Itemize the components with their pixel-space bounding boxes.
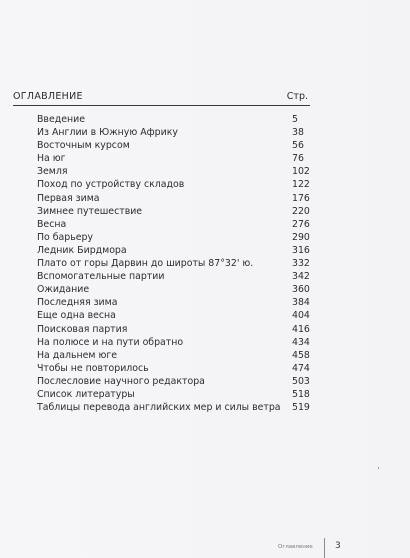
- toc-entry: [37, 349, 317, 362]
- toc-entry-title: Послесловие научного редактора: [37, 375, 205, 387]
- running-footer-label: Оглавление: [278, 544, 313, 550]
- toc-entry-page: 76: [292, 153, 304, 165]
- toc-entry: [37, 126, 317, 139]
- toc-entry-page: 56: [292, 140, 304, 152]
- toc-entry-title: Ожидание: [37, 284, 90, 296]
- toc-entry-page: 384: [292, 297, 310, 309]
- toc-entry-page: 5: [292, 114, 298, 125]
- toc-entry: [37, 270, 317, 283]
- toc-entry-title: Первая зима: [37, 192, 100, 204]
- toc-entry: [37, 388, 317, 401]
- toc-entry-title: Восточным курсом: [37, 140, 130, 152]
- toc-entry-title: Земля: [37, 166, 68, 178]
- footer-divider: [324, 538, 325, 558]
- toc-entry-title: Введение: [37, 114, 85, 125]
- toc-entry-title: Таблицы перевода английских мер и силы ветра: [37, 402, 281, 414]
- toc-header: [13, 91, 310, 106]
- toc-entry: [37, 139, 317, 152]
- toc-entry-title: По барьеру: [37, 231, 94, 243]
- toc-entry-page: 316: [292, 244, 310, 256]
- toc-entry-page: 518: [292, 388, 310, 400]
- toc-entry: [37, 113, 317, 126]
- toc-list: [37, 113, 317, 414]
- toc-entry-page: 102: [292, 166, 310, 178]
- toc-entry: [37, 296, 317, 309]
- toc-entry: [37, 244, 317, 257]
- toc-entry-title: Весна: [37, 218, 67, 230]
- toc-entry-page: 519: [292, 402, 310, 414]
- toc-entry-title: Последняя зима: [37, 297, 118, 309]
- toc-entry-title: На юг: [37, 153, 66, 165]
- toc-entry: [37, 336, 317, 349]
- toc-entry: [37, 283, 317, 296]
- toc-entry-page: 360: [292, 284, 310, 296]
- toc-entry: [37, 309, 317, 322]
- page-number: 3: [335, 541, 341, 551]
- toc-entry-page: 176: [292, 192, 310, 204]
- toc-entry: [37, 192, 317, 205]
- toc-entry: [37, 401, 317, 414]
- toc-entry-title: Список литературы: [37, 388, 135, 400]
- toc-entry-page: 38: [292, 127, 304, 139]
- toc-entry-page: 434: [292, 336, 310, 348]
- toc-entry: [37, 375, 317, 388]
- toc-entry-page: 332: [292, 258, 310, 270]
- toc-entry: [37, 362, 317, 375]
- toc-page-column-label: Стр.: [286, 91, 308, 102]
- toc-entry-title: Поход по устройству складов: [37, 179, 185, 191]
- toc-entry-page: 220: [292, 205, 310, 217]
- toc-entry-title: Из Англии в Южную Африку: [37, 127, 178, 139]
- toc-entry: [37, 165, 317, 178]
- toc-entry: [37, 257, 317, 270]
- toc-entry: [37, 205, 317, 218]
- toc-entry-title: Ледник Бирдмора: [37, 244, 127, 256]
- toc-entry: [37, 178, 317, 191]
- toc-entry-page: 416: [292, 323, 310, 335]
- toc-entry-page: 503: [292, 375, 310, 387]
- toc-entry-page: 342: [292, 271, 310, 283]
- toc-entry-page: 474: [292, 362, 310, 374]
- toc-entry-title: Плато от горы Дарвин до широты 87°32' ю.: [37, 258, 254, 270]
- toc-entry-title: На полюсе и на пути обратно: [37, 336, 184, 348]
- paper-speck: [378, 467, 379, 469]
- toc-entry: [37, 152, 317, 165]
- toc-entry-title: Зимнее путешествие: [37, 205, 143, 217]
- toc-title: ОГЛАВЛЕНИЕ: [13, 91, 83, 102]
- toc-entry-page: 290: [292, 231, 310, 243]
- toc-entry-page: 458: [292, 349, 310, 361]
- toc-entry-title: Вспомогательные партии: [37, 271, 165, 283]
- toc-entry-title: На дальнем юге: [37, 349, 118, 361]
- toc-entry-page: 276: [292, 218, 310, 230]
- toc-entry-title: Чтобы не повторилось: [37, 362, 149, 374]
- toc-entry-title: Еще одна весна: [37, 310, 116, 322]
- toc-entry-page: 122: [292, 179, 310, 191]
- toc-entry-page: 404: [292, 310, 310, 322]
- toc-entry: [37, 218, 317, 231]
- toc-entry: [37, 231, 317, 244]
- toc-entry: [37, 323, 317, 336]
- toc-entry-title: Поисковая партия: [37, 323, 128, 335]
